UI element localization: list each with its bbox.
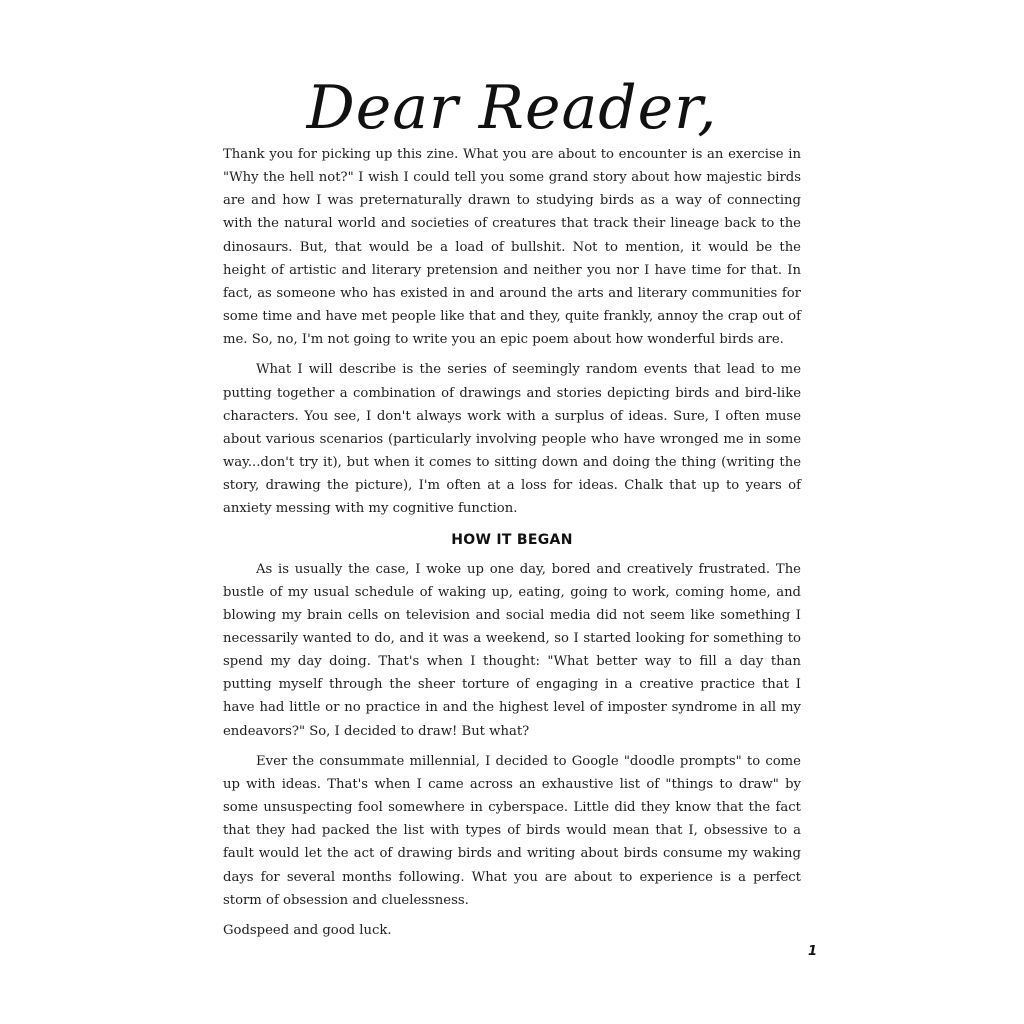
letter-body — [223, 143, 801, 942]
section-heading: HOW IT BEGAN — [451, 531, 573, 548]
paragraph-how-it-began: As is usually the case, I woke up one day, bored and creatively frustrated. The bustle of my usual schedule of waking up, eating, going to work, coming home, and blowing my brain cells on television and social media did not seem like something I necessarily wanted to do, and it was a weekend, so I started looking for something to spend my day doing. That's when I thought: "What better way to fill a day than putting myself through the sheer torture of engaging in a creative practice that I have had little or no practice in and the highest level of imposter syndrome in all my endeavors?" So, I decided to draw! But what? — [223, 561, 801, 739]
paragraph-intro: Thank you for picking up this zine. What you are about to encounter is an exercise in "Why the hell not?" I wish I could tell you some grand story about how majestic birds are and how I was preternaturally drawn to studying birds as a way of connecting with the natural world and societies of creatures that track their lineage back to the dinosaurs. But, that would be a load of bullshit. Not to mention, it would be the height of artistic and literary pretension and neither you nor I have time for that. In fact, as someone who has existed in and around the arts and literary communities for some time and have met people like that and they, quite frankly, annoy the crap out of me. So, no, I'm not going to write you an epic poem about how wonderful birds are. — [223, 147, 801, 348]
closing-line: Godspeed and good luck. — [223, 922, 392, 938]
paragraph-events: What I will describe is the series of seemingly random events that lead to me putting together a combination of drawings and stories depicting birds and bird-like characters. You see, I don't always work with a surplus of ideas. Sure, I often muse about various scenarios (particularly involving people who have wronged me in some way...don't try it), but when it comes to sitting down and doing the thing (writing the story, drawing the picture), I'm often at a loss for ideas. Chalk that up to years of anxiety messing with my cognitive function. — [223, 362, 801, 517]
page-number: 1 — [808, 944, 818, 959]
page-title: Dear Reader, — [306, 73, 718, 143]
paragraph-doodle-prompts: Ever the consummate millennial, I decided to Google "doodle prompts" to come up with ideas. That's when I came across an exhaustive list of "things to draw" by some unsuspecting fool somewhere in cyberspace. Little did they know that the fact that they had packed the list with types of birds would mean that I, obsessive to a fault would let the act of drawing birds and writing about birds consume my waking days for several months following. What you are about to experience is a perfect storm of obsession and cluelessness. — [223, 753, 801, 908]
